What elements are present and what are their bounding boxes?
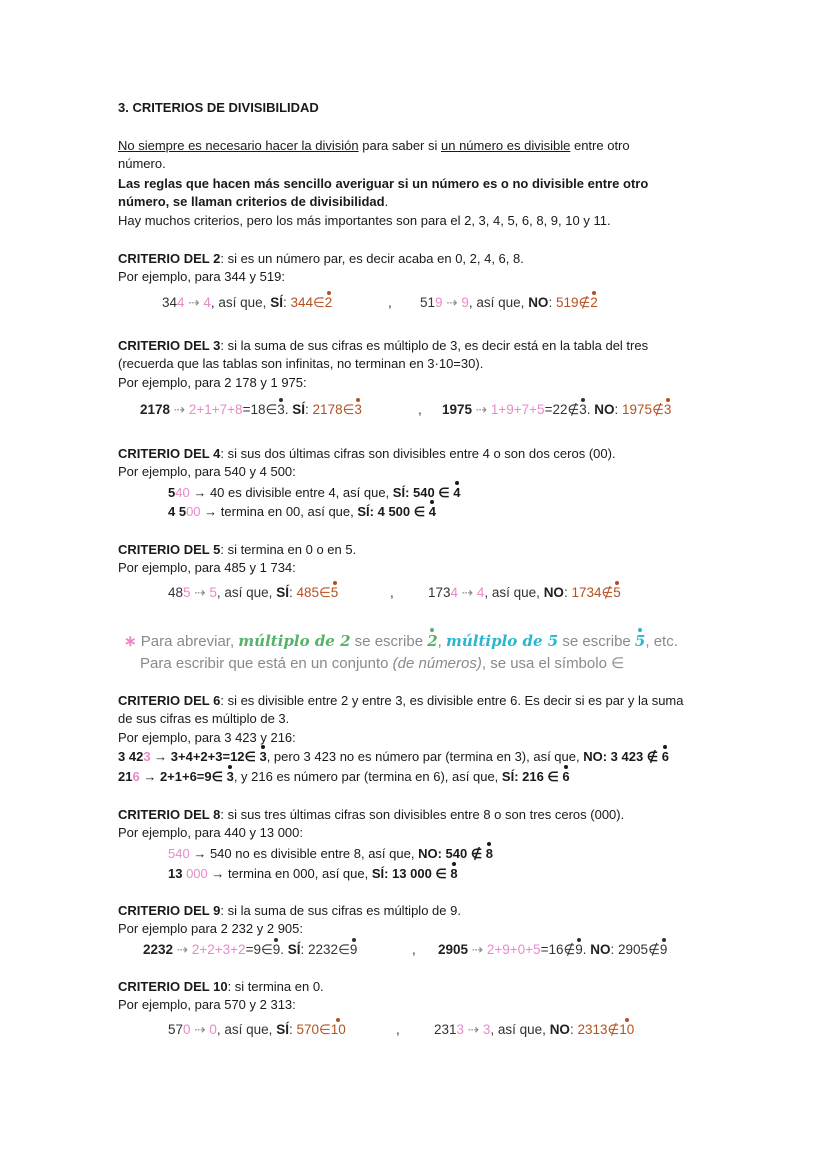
intro-bold-text: número, se llaman criterios de divisibilidad [118, 194, 385, 209]
multiple-symbol: 4 [428, 504, 436, 519]
text: termina en 000, así que, [228, 866, 372, 881]
criterio-9-text: : si la suma de sus cifras es múltiplo de 9. [220, 903, 461, 918]
multiple-symbol: 3 [354, 402, 362, 417]
digit: 3 [482, 1022, 491, 1037]
criterio-3-example-intro: Por ejemplo, para 2 178 y 1 975: [118, 375, 307, 390]
text: : [563, 585, 572, 600]
text: , así que, [468, 295, 529, 310]
si-result: SÍ: 540 ∈ [392, 485, 454, 500]
number: 4 5 [168, 504, 187, 519]
criterio-5-example-b [428, 584, 621, 602]
criterio-9-title: CRITERIO DEL 9 [118, 903, 221, 918]
result: 2905∉ [618, 942, 660, 957]
criterio-8-example-b [168, 865, 760, 883]
criterio-3-rule [118, 337, 710, 355]
arrow: ⇢ [170, 402, 189, 417]
arrow-icon: → [189, 485, 210, 500]
text: , se usa el símbolo ∈ [481, 655, 625, 672]
number: 51 [420, 295, 436, 310]
number: 2905 [438, 942, 469, 957]
no-label: NO [549, 1022, 570, 1037]
criterio-8-example-a [168, 845, 760, 863]
text: : [282, 295, 291, 310]
criterio-5-example-a [168, 584, 338, 602]
multiple-symbol: 4 [453, 485, 461, 500]
criterio-2-example-a [162, 294, 332, 312]
criterio-9-rule [118, 902, 710, 920]
multiple-symbol: 3 [663, 402, 672, 417]
asterisk-icon: ∗ [124, 633, 137, 650]
si-label: SÍ [287, 942, 301, 957]
arrow: ⇢ [468, 942, 487, 957]
arrow-icon: → [200, 504, 221, 519]
result: 2178∈ [312, 402, 355, 417]
text: se escribe [350, 633, 428, 650]
criterio-10-example-intro: Por ejemplo, para 570 y 2 313: [118, 997, 296, 1012]
text: , así que, [216, 1022, 277, 1037]
multiple-symbol: 10 [619, 1022, 635, 1037]
separator: , [396, 1022, 400, 1037]
criterio-6-example-b [118, 768, 710, 786]
text: : [614, 402, 623, 417]
arrow-icon: → [150, 749, 171, 764]
text: . [582, 942, 591, 957]
digit-sum: 3+4+2+3=12∈ [170, 749, 260, 764]
criterio-2-rule [118, 250, 710, 268]
multiple-symbol: 2 [590, 295, 598, 310]
text: , así que, [216, 585, 277, 600]
text: se escribe [558, 633, 635, 650]
number: 1975 [442, 402, 473, 417]
result: 2232∈ [308, 942, 350, 957]
intro-text: para saber si [358, 138, 441, 153]
digit: 5 [209, 585, 217, 600]
multiple-symbol: 9 [575, 942, 583, 957]
arrow-icon: → [207, 866, 229, 881]
criterio-6-rule-2: de sus cifras es múltiplo de 3. [118, 711, 290, 726]
arrow: ⇢ [472, 402, 491, 417]
criterio-10-example-b [434, 1021, 634, 1039]
last-digit: 0 [183, 1022, 191, 1037]
note-line-1 [124, 631, 678, 652]
number: 5 [168, 485, 176, 500]
digit-sum: 2+1+7+8 [188, 402, 243, 417]
note-line-2 [140, 654, 624, 674]
last-digit: 9 [435, 295, 443, 310]
intro-underline-2: un número es divisible [441, 138, 571, 153]
text: , así que, [490, 1022, 550, 1037]
criterio-5-title: CRITERIO DEL 5 [118, 542, 221, 557]
text: , así que, [210, 295, 271, 310]
multiple-symbol: 3 [226, 769, 234, 784]
criterio-4-title: CRITERIO DEL 4 [118, 446, 221, 461]
multiple-symbol: 6 [661, 749, 669, 764]
multiple-symbol: 9 [349, 942, 358, 957]
criterio-3-example-a [140, 401, 362, 419]
intro-underline-1: No siempre es necesario hacer la división [118, 138, 359, 153]
arrow-icon: → [139, 769, 160, 784]
result: 1734∉ [571, 585, 614, 600]
multiple-of-5-term: múltiplo de 5 [446, 632, 559, 650]
last-digits: 540 [168, 846, 190, 861]
si-label: SÍ [270, 295, 283, 310]
intro-line-1 [118, 137, 710, 155]
criterio-8-title: CRITERIO DEL 8 [118, 807, 221, 822]
criterio-4-text: : si sus dos últimas cifras son divisibles entre 4 o son dos ceros (00). [220, 446, 616, 461]
criterio-9-example-a [143, 941, 357, 959]
last-digit: 6 [132, 769, 140, 784]
intro-period: . [384, 194, 389, 209]
criterio-2-example-intro: Por ejemplo, para 344 y 519: [118, 269, 285, 284]
arrow: ⇢ [464, 1022, 483, 1037]
multiple-symbol: 3 [579, 402, 587, 417]
criterio-4-rule [118, 445, 710, 463]
criterio-3-title: CRITERIO DEL 3 [118, 338, 221, 353]
no-label: NO [590, 942, 611, 957]
criterio-2-title: CRITERIO DEL 2 [118, 251, 221, 266]
number: 231 [434, 1022, 457, 1037]
result: 570∈ [296, 1022, 331, 1037]
text: , y 216 es número par (termina en 6), así que, [233, 769, 502, 784]
criterio-10-title: CRITERIO DEL 10 [118, 979, 228, 994]
multiple-of-2-symbol: 2 [427, 632, 438, 650]
text: : [300, 942, 309, 957]
no-label: NO [543, 585, 564, 600]
multiple-symbol: 3 [277, 402, 285, 417]
no-result: NO: 3 423 ∉ [583, 749, 662, 764]
last-digits: 40 [175, 485, 190, 500]
intro-line-3: Hay muchos criterios, pero los más importantes son para el 2, 3, 4, 5, 6, 8, 9, 10 y 11. [118, 213, 611, 228]
arrow: ⇢ [458, 585, 477, 600]
text: : [548, 295, 556, 310]
result: 2313∉ [577, 1022, 620, 1037]
number: 57 [168, 1022, 184, 1037]
text: , así que, [484, 585, 544, 600]
text: Para escribir que está en un conjunto [140, 655, 393, 672]
criterio-6-example-intro: Por ejemplo, para 3 423 y 216: [118, 730, 296, 745]
number: 48 [168, 585, 184, 600]
last-digit: 4 [450, 585, 459, 600]
text: : [288, 585, 297, 600]
digit-sum: 2+1+6=9∈ [159, 769, 227, 784]
sum-result: =22∉ [544, 402, 580, 417]
no-label: NO [594, 402, 615, 417]
criterio-6-title: CRITERIO DEL 6 [118, 693, 221, 708]
no-label: NO [528, 295, 549, 310]
result: 344∈ [290, 295, 325, 310]
result: 485∈ [296, 585, 331, 600]
text: termina en 00, así que, [220, 504, 358, 519]
sum-result: =16∉ [540, 942, 576, 957]
number: 3 42 [118, 749, 144, 764]
criterio-3-rule-2: (recuerda que las tablas son infinitas, no terminan en 3·10=30). [118, 356, 484, 371]
digit: 0 [209, 1022, 217, 1037]
separator: , [418, 402, 422, 417]
last-digit: 5 [183, 585, 191, 600]
criterio-10-text: : si termina en 0. [227, 979, 324, 994]
criterio-2-example-b [420, 294, 598, 312]
no-result: NO: 540 ∉ [418, 846, 486, 861]
number: 2232 [143, 942, 174, 957]
multiple-symbol: 9 [272, 942, 281, 957]
digit: 9 [461, 295, 469, 310]
multiple-symbol: 6 [562, 769, 570, 784]
criterio-6-rule [118, 692, 710, 710]
result: 1975∉ [622, 402, 664, 417]
digit-sum: 2+2+3+2 [191, 942, 246, 957]
digit: 4 [476, 585, 485, 600]
text: : [288, 1022, 297, 1037]
multiple-of-5-symbol: 5 [634, 632, 646, 650]
criterio-5-example-intro: Por ejemplo, para 485 y 1 734: [118, 560, 296, 575]
criterio-9-example-b [438, 941, 667, 959]
text: Para abreviar, [136, 633, 239, 650]
si-label: SÍ [292, 402, 306, 417]
separator: , [388, 295, 392, 310]
criterio-4-example-intro: Por ejemplo, para 540 y 4 500: [118, 464, 296, 479]
section-heading: 3. CRITERIOS DE DIVISIBILIDAD [118, 100, 319, 115]
text: . [586, 402, 595, 417]
intro-text: entre otro [570, 138, 630, 153]
text: , pero 3 423 no es número par (termina en 3), así que, [266, 749, 584, 764]
multiple-symbol: 5 [330, 585, 339, 600]
criterio-3-example-b [442, 401, 671, 419]
multiple-symbol: 2 [324, 295, 333, 310]
multiple-of-2-term: múltiplo de 2 [238, 632, 351, 650]
digit-sum: 1+9+7+5 [490, 402, 545, 417]
arrow: ⇢ [184, 295, 204, 310]
criterio-4-example-b [168, 503, 760, 521]
text: . [280, 942, 288, 957]
criterio-4-example-a [168, 484, 760, 502]
intro-line-2: número. [118, 156, 166, 171]
last-digit: 3 [456, 1022, 465, 1037]
multiple-symbol: 10 [330, 1022, 346, 1037]
criterio-2-text: : si es un número par, es decir acaba en 0, 2, 4, 6, 8. [220, 251, 524, 266]
criterio-10-example-a [168, 1021, 346, 1039]
italic-text: (de números) [392, 655, 482, 672]
criterio-9-example-intro: Por ejemplo para 2 232 y 2 905: [118, 921, 304, 936]
multiple-symbol: 8 [485, 846, 493, 861]
text: 40 es divisible entre 4, así que, [209, 485, 393, 500]
criterio-6-text: : si es divisible entre 2 y entre 3, es divisible entre 6. Es decir si es par y la suma [220, 693, 684, 708]
digit-sum: 2+9+0+5 [486, 942, 541, 957]
multiple-symbol: 9 [659, 942, 668, 957]
si-label: SÍ [276, 1022, 289, 1037]
text: , [437, 633, 446, 650]
text: : [569, 1022, 578, 1037]
si-result: SÍ: 13 000 ∈ [371, 866, 451, 881]
number: 13 [168, 866, 187, 881]
sum-result: =18∈ [242, 402, 278, 417]
multiple-symbol: 3 [259, 749, 267, 764]
number: 21 [118, 769, 133, 784]
text: : [305, 402, 313, 417]
criterio-5-rule [118, 541, 710, 559]
criterio-5-text: : si termina en 0 o en 5. [220, 542, 357, 557]
arrow-icon: → [189, 846, 210, 861]
separator: , [412, 942, 416, 957]
text: : [610, 942, 619, 957]
last-digit: 3 [143, 749, 151, 764]
intro-bold-line-2 [118, 193, 710, 211]
result: 519∉ [555, 295, 591, 310]
si-result: SÍ: 4 500 ∈ [357, 504, 429, 519]
arrow: ⇢ [442, 295, 462, 310]
last-digit: 4 [177, 295, 185, 310]
arrow: ⇢ [190, 585, 210, 600]
sum-result: =9∈ [245, 942, 273, 957]
separator: , [390, 585, 394, 600]
number: 34 [162, 295, 178, 310]
criterio-8-text: : si sus tres últimas cifras son divisibles entre 8 o son tres ceros (000). [220, 807, 625, 822]
multiple-symbol: 8 [450, 866, 458, 881]
intro-bold-line-1: Las reglas que hacen más sencillo averiguar si un número es o no divisible entre otro [118, 176, 649, 191]
arrow: ⇢ [173, 942, 192, 957]
criterio-8-example-intro: Por ejemplo, para 440 y 13 000: [118, 825, 304, 840]
last-digits: 00 [186, 504, 201, 519]
criterio-6-example-a [118, 748, 710, 766]
digit: 4 [203, 295, 211, 310]
criterio-10-rule [118, 978, 710, 996]
number: 173 [428, 585, 451, 600]
text: . [284, 402, 293, 417]
last-digits: 000 [186, 866, 208, 881]
text: , etc. [645, 633, 678, 650]
number: 2178 [140, 402, 171, 417]
criterio-8-rule [118, 806, 710, 824]
arrow: ⇢ [190, 1022, 210, 1037]
multiple-symbol: 5 [613, 585, 621, 600]
criterio-3-text: : si la suma de sus cifras es múltiplo de 3, es decir está en la tabla del tres [220, 338, 649, 353]
text: 540 no es divisible entre 8, así que, [209, 846, 419, 861]
si-label: SÍ [276, 585, 289, 600]
si-result: SÍ: 216 ∈ [501, 769, 563, 784]
